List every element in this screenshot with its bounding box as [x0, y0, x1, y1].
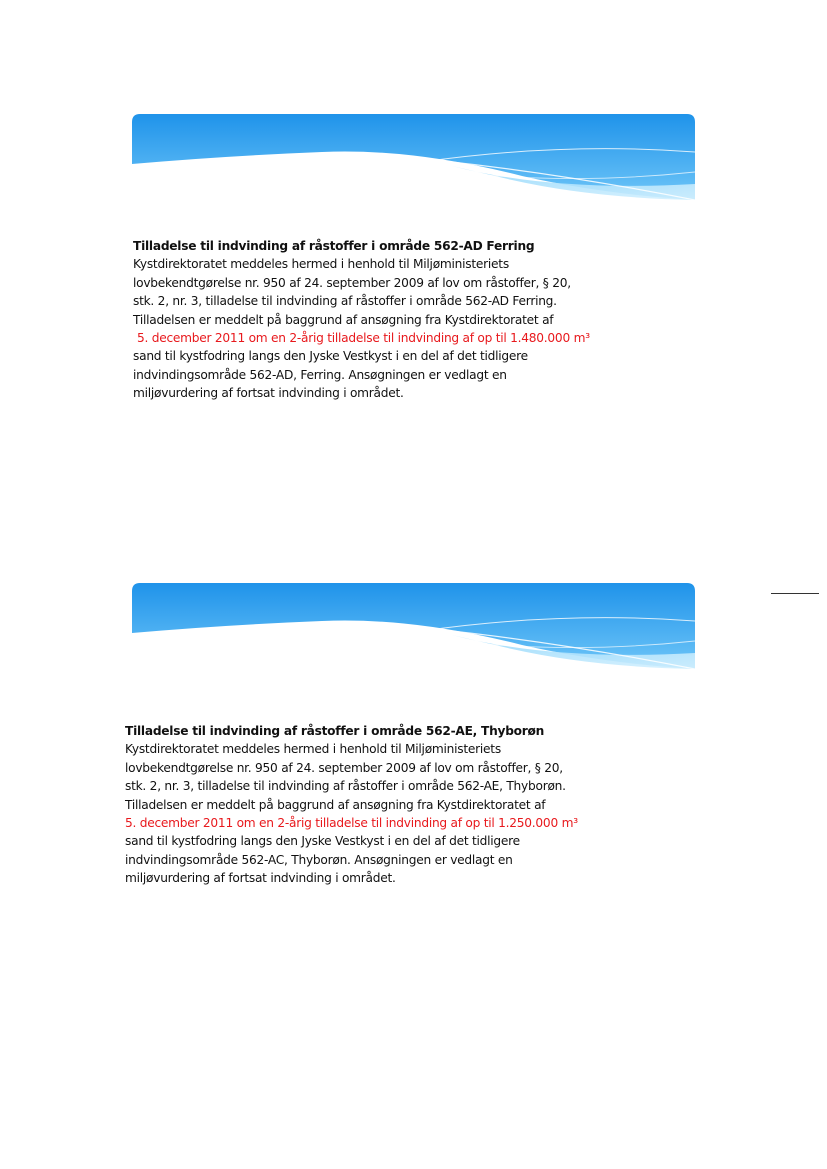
notice-line: lovbekendtgørelse nr. 950 af 24. september 2009 af lov om råstoffer, § 20, — [133, 275, 571, 290]
wave-banner — [132, 114, 695, 200]
notice-highlight: 5. december 2011 om en 2-årig tilladelse til indvinding af op til 1.250.000 m³ — [125, 816, 578, 831]
notice-line: lovbekendtgørelse nr. 950 af 24. september 2009 af lov om råstoffer, § 20, — [125, 760, 563, 775]
notice-line: indvindingsområde 562-AD, Ferring. Ansøgningen er vedlagt en — [133, 367, 507, 382]
notice-title: Tilladelse til indvinding af råstoffer i område 562-AE, Thyborøn — [125, 724, 545, 738]
notice-line: Tilladelsen er meddelt på baggrund af ansøgning fra Kystdirektoratet af — [133, 312, 554, 327]
notice-thyboron — [125, 722, 578, 888]
notice-line: stk. 2, nr. 3, tilladelse til indvinding af råstoffer i område 562-AE, Thyborøn. — [125, 779, 566, 794]
notice-line: Kystdirektoratet meddeles hermed i henhold til Miljøministeriets — [125, 742, 501, 757]
notice-line: sand til kystfodring langs den Jyske Vestkyst i en del af det tidligere — [125, 834, 520, 849]
notice-line: Kystdirektoratet meddeles hermed i henhold til Miljøministeriets — [133, 257, 509, 272]
notice-line: sand til kystfodring langs den Jyske Vestkyst i en del af det tidligere — [133, 349, 528, 364]
notice-title: Tilladelse til indvinding af råstoffer i område 562-AD Ferring — [133, 239, 535, 253]
notice-line: stk. 2, nr. 3, tilladelse til indvinding af råstoffer i område 562-AD Ferring. — [133, 294, 557, 309]
notice-line: Tilladelsen er meddelt på baggrund af ansøgning fra Kystdirektoratet af — [125, 797, 546, 812]
notice-line: indvindingsområde 562-AC, Thyborøn. Ansøgningen er vedlagt en — [125, 852, 513, 867]
notice-line: miljøvurdering af fortsat indvinding i området. — [133, 386, 404, 401]
margin-rule — [771, 593, 819, 594]
wave-banner — [132, 583, 695, 669]
notice-ferring — [133, 237, 590, 403]
notice-highlight: 5. december 2011 om en 2-årig tilladelse til indvinding af op til 1.480.000 m³ — [137, 331, 590, 346]
notice-line: miljøvurdering af fortsat indvinding i området. — [125, 871, 396, 886]
